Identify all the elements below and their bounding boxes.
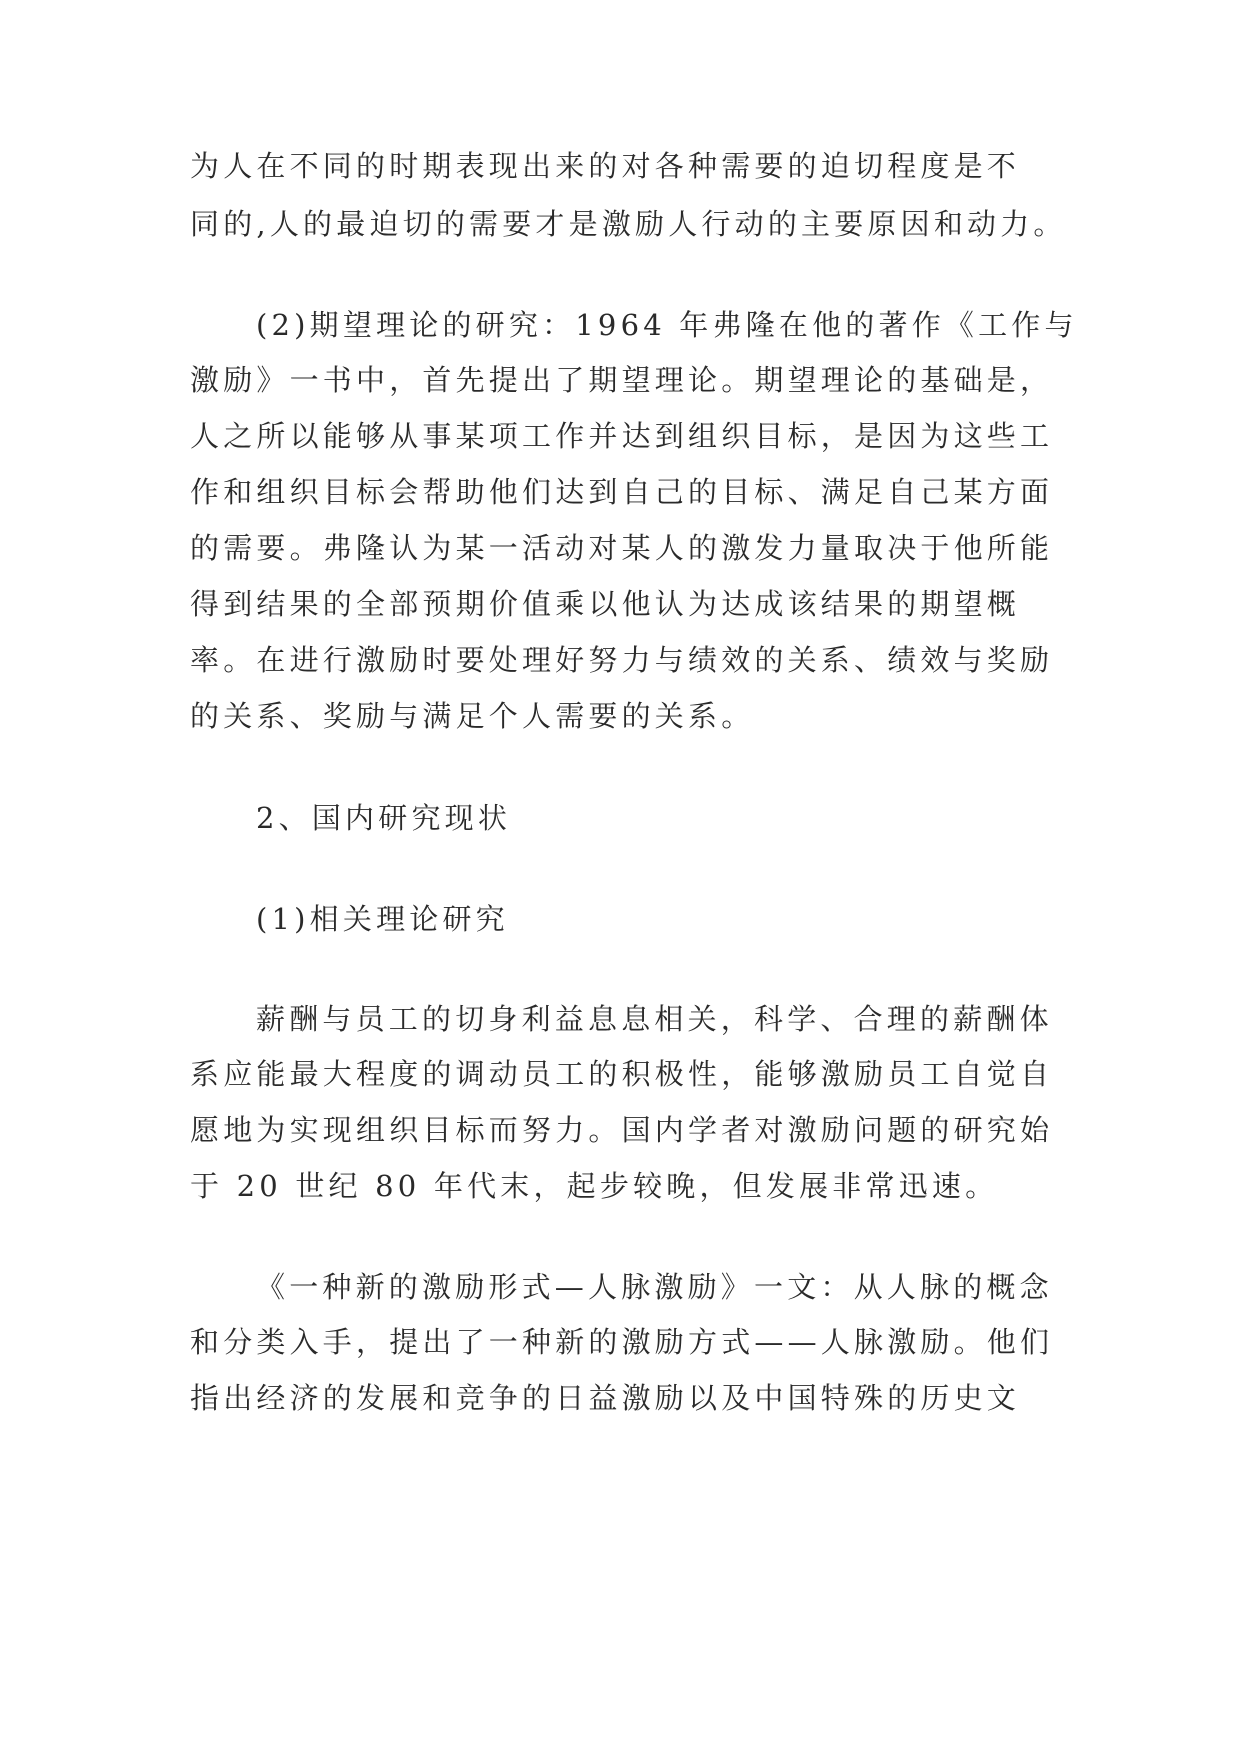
- section-heading: 2、国内研究现状: [256, 801, 512, 835]
- paragraph-4-line-2: 和分类入手，提出了一种新的激励方式——人脉激励。他们: [190, 1325, 1054, 1359]
- paragraph-2-line-8: 的关系、奖励与满足个人需要的关系。: [190, 699, 755, 733]
- paragraph-4-line-1: 《一种新的激励形式—人脉激励》一文：从人脉的概念: [256, 1270, 1053, 1304]
- paragraph-2-line-7: 率。在进行激励时要处理好努力与绩效的关系、绩效与奖励: [190, 643, 1054, 677]
- paragraph-3-line-4: 于 20 世纪 80 年代末，起步较晚，但发展非常迅速。: [190, 1169, 999, 1203]
- paragraph-2-line-1: (2)期望理论的研究：1964 年弗隆在他的著作《工作与: [256, 308, 1078, 342]
- paragraph-3-line-3: 愿地为实现组织目标而努力。国内学者对激励问题的研究始: [190, 1113, 1054, 1147]
- paragraph-3-line-1: 薪酬与员工的切身利益息息相关，科学、合理的薪酬体: [256, 1002, 1053, 1036]
- paragraph-2-line-3: 人之所以能够从事某项工作并达到组织目标，是因为这些工: [190, 419, 1054, 453]
- paragraph-4-line-3: 指出经济的发展和竞争的日益激励以及中国特殊的历史文: [190, 1381, 1021, 1415]
- paragraph-1-line-1: 为人在不同的时期表现出来的对各种需要的迫切程度是不: [190, 149, 1021, 183]
- paragraph-2-line-4: 作和组织目标会帮助他们达到自己的目标、满足自己某方面: [190, 475, 1054, 509]
- paragraph-2-line-6: 得到结果的全部预期价值乘以他认为达成该结果的期望概: [190, 587, 1021, 621]
- paragraph-2-line-5: 的需要。弗隆认为某一活动对某人的激发力量取决于他所能: [190, 531, 1054, 565]
- subsection-heading: (1)相关理论研究: [256, 902, 509, 936]
- paragraph-3-line-2: 系应能最大程度的调动员工的积极性，能够激励员工自觉自: [190, 1057, 1054, 1091]
- paragraph-1-line-2: 同的,人的最迫切的需要才是激励人行动的主要原因和动力。: [190, 207, 1067, 241]
- paragraph-2-line-2: 激励》一书中，首先提出了期望理论。期望理论的基础是，: [190, 363, 1054, 397]
